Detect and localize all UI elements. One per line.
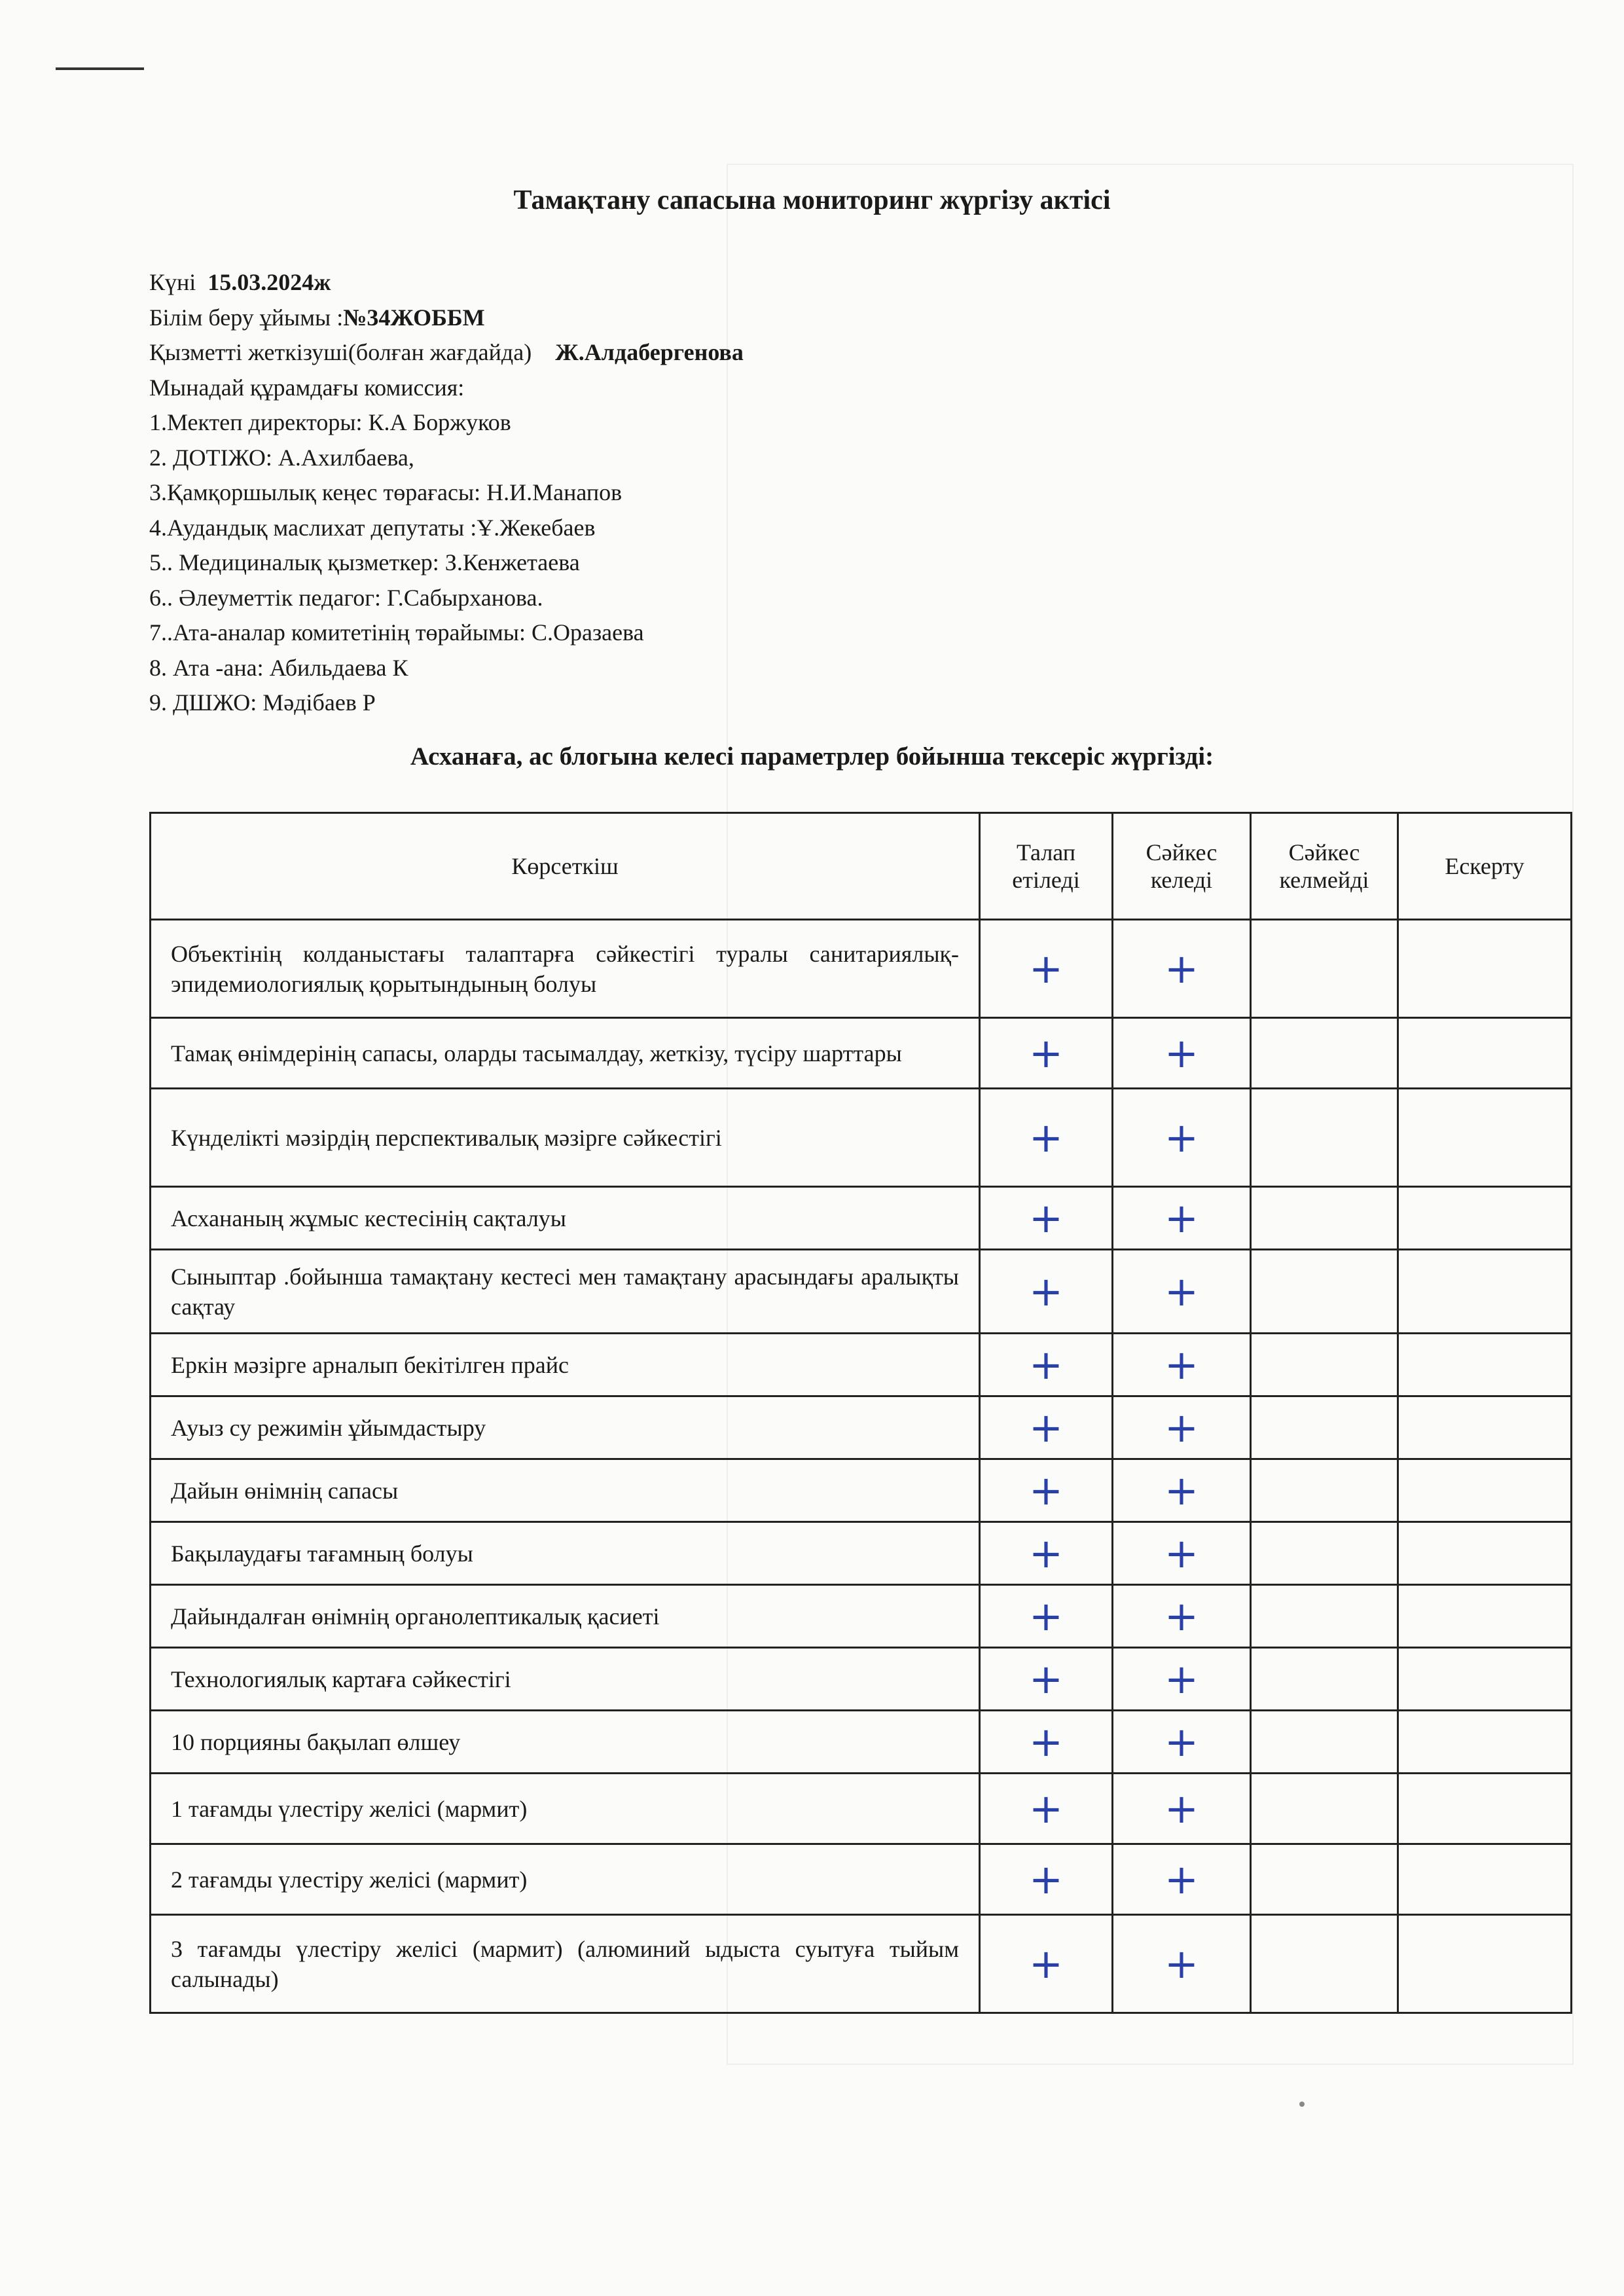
note-cell — [1398, 1774, 1572, 1844]
indicator-cell: 2 тағамды үлестіру желісі (мармит) — [151, 1844, 980, 1915]
compliant-cell — [1113, 1711, 1251, 1774]
supplier-label: Қызметті жеткізуші(болған жағдайда) — [149, 339, 532, 365]
noncompliant-cell — [1251, 1522, 1398, 1585]
compliant-cell — [1113, 1585, 1251, 1648]
handwritten-check-mark: + — [1029, 1939, 1063, 1988]
note-cell — [1398, 1396, 1572, 1459]
handwritten-check-mark: + — [1029, 1592, 1063, 1640]
handwritten-check-mark: + — [1029, 1267, 1063, 1315]
supplier-value: Ж.Алдабергенова — [555, 339, 744, 365]
table-row — [151, 920, 1572, 1018]
indicator-cell: Бақылаудағы тағамның болуы — [151, 1522, 980, 1585]
commission-member: 3.Қамқоршылық кеңес төрағасы: Н.И.Манапов — [149, 479, 623, 505]
indicator-cell: 3 тағамды үлестіру желісі (мармит) (алюминий ыдыста суытуға тыйым салынады) — [151, 1915, 980, 2013]
commission-member: 5.. Медициналық қызметкер: З.Кенжетаева — [149, 549, 580, 575]
noncompliant-cell — [1251, 1585, 1398, 1648]
table-header-row — [151, 813, 1572, 920]
org-value: №34ЖОББМ — [343, 304, 485, 331]
noncompliant-cell — [1251, 1018, 1398, 1089]
document-title: Тамақтану сапасына мониторинг жүргізу актісі — [513, 185, 1111, 215]
indicator-cell: Тамақ өнімдерінің сапасы, оларды тасымалдау, жеткізу, түсіру шарттары — [151, 1018, 980, 1089]
table-row — [151, 1844, 1572, 1915]
required-cell — [980, 1844, 1113, 1915]
supplier-line — [149, 335, 744, 371]
handwritten-check-mark: + — [1164, 1466, 1199, 1514]
indicator-cell: Дайындалған өнімнің органолептикалық қасиеті — [151, 1585, 980, 1648]
noncompliant-cell — [1251, 1711, 1398, 1774]
scan-speck — [1299, 2102, 1305, 2107]
handwritten-check-mark: + — [1164, 1592, 1199, 1640]
noncompliant-cell — [1251, 920, 1398, 1018]
required-cell — [980, 1459, 1113, 1522]
note-cell — [1398, 1915, 1572, 2013]
note-cell — [1398, 1711, 1572, 1774]
required-cell — [980, 1585, 1113, 1648]
required-cell — [980, 1711, 1113, 1774]
noncompliant-cell — [1251, 1844, 1398, 1915]
required-cell — [980, 920, 1113, 1018]
table-row — [151, 1459, 1572, 1522]
commission-label: Мынадай құрамдағы комиссия: — [149, 374, 465, 401]
handwritten-check-mark: + — [1164, 944, 1199, 993]
header-noncompliant: Сәйкес келмейді — [1251, 813, 1398, 920]
required-cell — [980, 1089, 1113, 1187]
table-row — [151, 1089, 1572, 1187]
handwritten-check-mark: + — [1164, 1113, 1199, 1161]
note-cell — [1398, 1459, 1572, 1522]
handwritten-check-mark: + — [1164, 1529, 1199, 1577]
compliant-cell — [1113, 1396, 1251, 1459]
handwritten-check-mark: + — [1164, 1340, 1199, 1389]
date-line — [149, 265, 744, 301]
compliant-cell — [1113, 1915, 1251, 2013]
handwritten-check-mark: + — [1164, 1029, 1199, 1077]
note-cell — [1398, 1522, 1572, 1585]
table-body — [151, 920, 1572, 2013]
compliant-cell — [1113, 1648, 1251, 1711]
handwritten-check-mark: + — [1164, 1267, 1199, 1315]
table-row — [151, 1915, 1572, 2013]
handwritten-check-mark: + — [1164, 1717, 1199, 1766]
handwritten-check-mark: + — [1029, 1113, 1063, 1161]
handwritten-check-mark: + — [1029, 1654, 1063, 1703]
noncompliant-cell — [1251, 1250, 1398, 1334]
table-row — [151, 1187, 1572, 1250]
indicator-cell: Сыныптар .бойынша тамақтану кестесі мен тамақтану арасындағы аралықты сақтау — [151, 1250, 980, 1334]
handwritten-check-mark: + — [1164, 1784, 1199, 1832]
commission-member: 7..Ата-аналар комитетінің төрайымы: С.Оразаева — [149, 619, 644, 646]
commission-member: 1.Мектеп директоры: К.А Боржуков — [149, 409, 511, 435]
noncompliant-cell — [1251, 1334, 1398, 1396]
note-cell — [1398, 1585, 1572, 1648]
indicator-cell: 1 тағамды үлестіру желісі (мармит) — [151, 1774, 980, 1844]
table-row — [151, 1334, 1572, 1396]
handwritten-check-mark: + — [1029, 1029, 1063, 1077]
compliant-cell — [1113, 1459, 1251, 1522]
noncompliant-cell — [1251, 1187, 1398, 1250]
note-cell — [1398, 1089, 1572, 1187]
commission-member: 4.Аудандық маслихат депутаты :Ұ.Жекебаев — [149, 514, 596, 541]
compliant-cell — [1113, 1018, 1251, 1089]
indicator-cell: Ауыз су режимін ұйымдастыру — [151, 1396, 980, 1459]
required-cell — [980, 1334, 1113, 1396]
indicator-cell: 10 порцияны бақылап өлшеу — [151, 1711, 980, 1774]
noncompliant-cell — [1251, 1774, 1398, 1844]
noncompliant-cell — [1251, 1459, 1398, 1522]
header-note: Ескерту — [1398, 813, 1572, 920]
commission-member: 2. ДОТІЖО: А.Ахилбаева, — [149, 444, 414, 471]
required-cell — [980, 1915, 1113, 2013]
note-cell — [1398, 920, 1572, 1018]
inspection-table — [149, 812, 1572, 2014]
note-cell — [1398, 1250, 1572, 1334]
table-row — [151, 1711, 1572, 1774]
org-line — [149, 301, 744, 336]
inspection-subtitle: Асханаға, ас блогына келесі параметрлер бойынша тексеріс жүргізді: — [410, 742, 1214, 771]
note-cell — [1398, 1844, 1572, 1915]
note-cell — [1398, 1018, 1572, 1089]
note-cell — [1398, 1187, 1572, 1250]
note-cell — [1398, 1334, 1572, 1396]
table-row — [151, 1522, 1572, 1585]
commission-member: 9. ДШЖО: Мәдібаев Р — [149, 689, 376, 716]
indicator-cell: Дайын өнімнің сапасы — [151, 1459, 980, 1522]
required-cell — [980, 1648, 1113, 1711]
noncompliant-cell — [1251, 1915, 1398, 2013]
compliant-cell — [1113, 1844, 1251, 1915]
indicator-cell: Күнделікті мәзірдің перспективалық мәзірге сәйкестігі — [151, 1089, 980, 1187]
handwritten-check-mark: + — [1029, 1784, 1063, 1832]
required-cell — [980, 1522, 1113, 1585]
required-cell — [980, 1018, 1113, 1089]
required-cell — [980, 1187, 1113, 1250]
handwritten-check-mark: + — [1164, 1194, 1199, 1242]
noncompliant-cell — [1251, 1648, 1398, 1711]
required-cell — [980, 1396, 1113, 1459]
handwritten-check-mark: + — [1029, 1340, 1063, 1389]
table-row — [151, 1585, 1572, 1648]
indicator-cell: Асхананың жұмыс кестесінің сақталуы — [151, 1187, 980, 1250]
compliant-cell — [1113, 1774, 1251, 1844]
handwritten-check-mark: + — [1164, 1654, 1199, 1703]
table-row — [151, 1774, 1572, 1844]
compliant-cell — [1113, 920, 1251, 1018]
required-cell — [980, 1250, 1113, 1334]
handwritten-check-mark: + — [1029, 1466, 1063, 1514]
header-required: Талап етіледі — [980, 813, 1113, 920]
handwritten-check-mark: + — [1029, 1717, 1063, 1766]
table-row — [151, 1396, 1572, 1459]
compliant-cell — [1113, 1089, 1251, 1187]
handwritten-check-mark: + — [1029, 944, 1063, 993]
handwritten-check-mark: + — [1029, 1194, 1063, 1242]
compliant-cell — [1113, 1250, 1251, 1334]
handwritten-check-mark: + — [1029, 1403, 1063, 1451]
org-label: Білім беру ұйымы : — [149, 304, 344, 331]
required-cell — [980, 1774, 1113, 1844]
document-info — [149, 265, 744, 721]
date-value: 15.03.2024ж — [208, 269, 331, 295]
indicator-cell: Еркін мәзірге арналып бекітілген прайс — [151, 1334, 980, 1396]
compliant-cell — [1113, 1522, 1251, 1585]
commission-member: 6.. Әлеуметтік педагог: Г.Сабырханова. — [149, 584, 543, 611]
handwritten-check-mark: + — [1029, 1855, 1063, 1903]
noncompliant-cell — [1251, 1396, 1398, 1459]
indicator-cell: Объектінің колданыстағы талаптарға сәйкестігі туралы санитариялық-эпидемиологиялық қорытындының болуы — [151, 920, 980, 1018]
table-row — [151, 1648, 1572, 1711]
handwritten-check-mark: + — [1164, 1403, 1199, 1451]
noncompliant-cell — [1251, 1089, 1398, 1187]
handwritten-check-mark: + — [1164, 1855, 1199, 1903]
indicator-cell: Технологиялық картаға сәйкестігі — [151, 1648, 980, 1711]
header-indicator: Көрсеткіш — [151, 813, 980, 920]
handwritten-check-mark: + — [1029, 1529, 1063, 1577]
commission-member: 8. Ата -ана: Абильдаева К — [149, 654, 408, 681]
table-row — [151, 1018, 1572, 1089]
compliant-cell — [1113, 1334, 1251, 1396]
table-row — [151, 1250, 1572, 1334]
note-cell — [1398, 1648, 1572, 1711]
date-label: Күні — [149, 269, 196, 295]
header-compliant: Сәйкес келеді — [1113, 813, 1251, 920]
handwritten-check-mark: + — [1164, 1939, 1199, 1988]
compliant-cell — [1113, 1187, 1251, 1250]
scan-edge-mark — [56, 67, 144, 70]
